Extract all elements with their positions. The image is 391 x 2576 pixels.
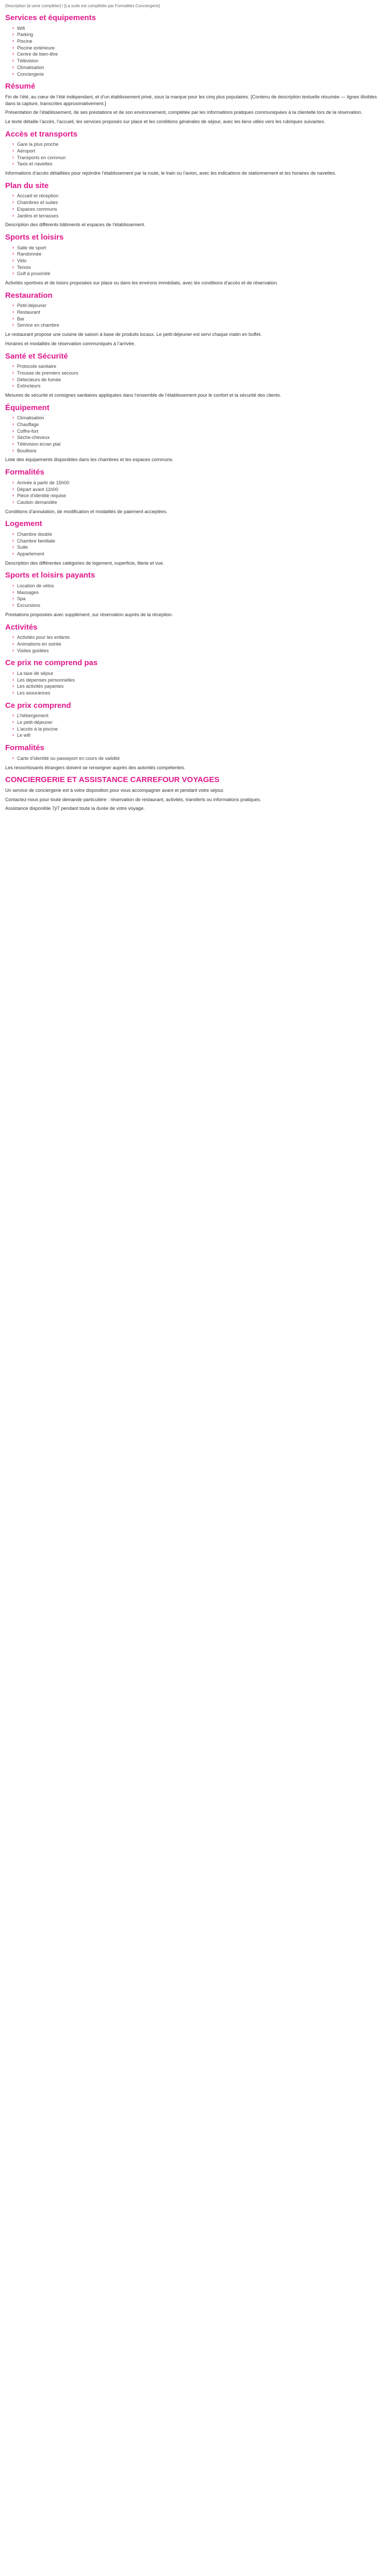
section-title: Plan du site	[5, 181, 49, 190]
list-item: › Animations en soirée	[12, 641, 386, 648]
section-paragraph: Description des différentes catégories de logement, superficie, literie et vue.	[5, 560, 165, 566]
section-list	[5, 755, 386, 762]
list-item: › Massages	[12, 589, 386, 596]
list-item: › Climatisation	[12, 415, 386, 421]
list-item: › Extincteurs	[12, 383, 386, 389]
sections-container	[5, 129, 386, 771]
list-item: › Le wifi	[12, 732, 386, 739]
concierge-paragraph: Assistance disponible 7j/7 pendant toute la durée de votre voyage.	[5, 806, 145, 811]
list-item: › Service en chambre	[12, 322, 386, 329]
list-item: › Taxis et navettes	[12, 161, 386, 167]
section-title: Activités	[5, 622, 38, 632]
section-title: Accès et transports	[5, 129, 78, 139]
list-item: › Golf à proximité	[12, 270, 386, 277]
section-paragraph: Le restaurant propose une cuisine de saison à base de produits locaux. Le petit-déjeuner est servi chaque matin en buffet.	[5, 332, 262, 337]
section-title: Restauration	[5, 291, 53, 300]
intro-title: Résumé	[5, 82, 36, 91]
list-item: › Salle de sport	[12, 245, 386, 251]
section-title: Ce prix comprend	[5, 701, 71, 710]
service-item: › Télévision	[12, 58, 386, 64]
section-title: Santé et Sécurité	[5, 351, 68, 361]
list-item: › Excursions	[12, 602, 386, 609]
section-list	[5, 302, 386, 329]
intro-paragraph: Présentation de l’établissement, de ses prestations et de son environnement, complétée par les informations pratiques communiquées à la clientelle lors de la réservation.	[5, 110, 363, 115]
service-item: › Wifi	[12, 25, 386, 32]
list-item: › Vélo	[12, 258, 386, 264]
list-item: › Pièce d’identité requise	[12, 493, 386, 499]
section-list	[5, 670, 386, 697]
section-list	[5, 193, 386, 219]
list-item: › Coffre-fort	[12, 428, 386, 435]
list-item: › Gare la plus proche	[12, 141, 386, 148]
section-list	[5, 363, 386, 389]
list-item: › Petit-déjeuner	[12, 302, 386, 309]
section-title: Équipement	[5, 403, 50, 412]
list-item: › Suite	[12, 544, 386, 551]
section-paragraph: Activités sportives et de loisirs proposées sur place ou dans les environs immédiats, avec les conditions d’accès et de réservation.	[5, 280, 279, 286]
list-item: › Espaces communs	[12, 206, 386, 213]
intro-paragraph: Fin de l’été, au cœur de l’été indépendant, et d’un établissement privé, sous la marque pour les cinq plus populaires. [Contenu de description textuelle résumée — lignes illisibles dans la capture, transcrites approximativement.]	[5, 94, 377, 106]
service-item: › Conciergerie	[12, 71, 386, 78]
section-list	[5, 245, 386, 277]
concierge-paragraph: Contactez-nous pour toute demande particulière : réservation de restaurant, activités, transferts ou informations pratiques.	[5, 796, 262, 802]
list-item: › Spa	[12, 596, 386, 602]
list-item: › Le petit-déjeuner	[12, 719, 386, 726]
section-paragraph: Conditions d’annulation, de modification et modalités de paiement acceptées.	[5, 509, 168, 514]
list-item: › Chambres et suites	[12, 199, 386, 206]
list-item: › Accueil et réception	[12, 193, 386, 199]
section-list	[5, 634, 386, 654]
section-list	[5, 415, 386, 454]
list-item: › L’accès à la piscine	[12, 726, 386, 733]
list-item: › Les activités payantes	[12, 683, 386, 690]
list-item: › Télévision écran plat	[12, 441, 386, 448]
list-item: › Randonnée	[12, 251, 386, 258]
section-paragraph: Prestations proposées avec supplément, sur réservation auprès de la réception.	[5, 612, 173, 617]
list-item: › Carte d’identité ou passeport en cours de validité	[12, 755, 386, 762]
section-title: Sports et loisirs	[5, 232, 64, 242]
section-title: Ce prix ne comprend pas	[5, 658, 98, 668]
list-item: › Arrivée à partir de 15h00	[12, 480, 386, 486]
service-item: › Parking	[12, 31, 386, 38]
list-item: › Trousse de premiers secours	[12, 370, 386, 377]
list-item: › Activités pour les enfants	[12, 634, 386, 641]
list-item: › Visites guidées	[12, 648, 386, 654]
service-item: › Climatisation	[12, 64, 386, 71]
section-list	[5, 141, 386, 167]
list-item: › Tennis	[12, 264, 386, 271]
list-item: › La taxe de séjour	[12, 670, 386, 677]
list-item: › Restaurant	[12, 309, 386, 316]
services-list	[5, 25, 386, 78]
list-item: › Location de vélos	[12, 583, 386, 589]
list-item: › Aéroport	[12, 148, 386, 155]
section-title: Formalités	[5, 743, 44, 753]
section-paragraph: Les ressortissants étrangers doivent se renseigner auprès des autorités compétentes.	[5, 765, 186, 770]
section-title: Formalités	[5, 468, 44, 477]
list-item: › Les dépenses personnelles	[12, 677, 386, 684]
section-list	[5, 713, 386, 739]
list-item: › Chambre familiale	[12, 538, 386, 545]
list-item: › Bouilloire	[12, 448, 386, 454]
list-item: › Sèche-cheveux	[12, 434, 386, 441]
service-item: › Piscine	[12, 38, 386, 45]
section-list	[5, 531, 386, 557]
list-item: › Protocole sanitaire	[12, 363, 386, 370]
list-item: › Départ avant 11h00	[12, 486, 386, 493]
section-list	[5, 583, 386, 609]
concierge-paragraph: Un service de conciergerie est à votre disposition pour vous accompagner avant et pendant votre séjour.	[5, 787, 224, 793]
list-item: › Bar	[12, 316, 386, 323]
service-item: › Centre de bien-être	[12, 51, 386, 58]
list-item: › Transports en commun	[12, 155, 386, 161]
section-list	[5, 480, 386, 506]
concierge-title: CONCIERGERIE ET ASSISTANCE CARREFOUR VOYAGES	[5, 775, 220, 785]
list-item: › Caution demandée	[12, 499, 386, 506]
section-paragraph: Horaires et modalités de réservation communiqués à l’arrivée.	[5, 341, 136, 346]
section-paragraph: Description des différents bâtiments et espaces de l’établissement.	[5, 222, 145, 228]
page	[0, 0, 391, 812]
list-item: › Jardins et terrasses	[12, 213, 386, 219]
list-item: › Chauffage	[12, 421, 386, 428]
intro-paragraph: Le texte détaille l’accès, l’accueil, les services proposés sur place et les conditions générales de séjour, avec les liens utiles vers les rubriques suivantes.	[5, 118, 325, 124]
section-paragraph: Mesures de sécurité et consignes sanitaires appliquées dans l’ensemble de l’établissement pour le confort et la sécurité des clients.	[5, 392, 282, 398]
service-item: › Piscine extérieure	[12, 45, 386, 52]
section-paragraph: Liste des équipements disponibles dans les chambres et les espaces communs.	[5, 457, 174, 463]
list-item: › Les assurances	[12, 690, 386, 697]
list-item: › Chambre double	[12, 531, 386, 538]
preface: Description [à venir compléter] / [La suite est complétée par Formalités Conciergerie]	[5, 4, 160, 8]
list-item: › Détecteurs de fumée	[12, 377, 386, 383]
list-item: › L’hébergement	[12, 713, 386, 719]
section-paragraph: Informations d’accès détaillées pour rejoindre l’établissement par la route, le train ou l’avion, avec les indications de stationnement et les horaires de navettes.	[5, 171, 336, 176]
services-title: Services et équipements	[5, 13, 96, 23]
section-title: Logement	[5, 519, 42, 529]
list-item: › Appartement	[12, 551, 386, 557]
section-title: Sports et loisirs payants	[5, 571, 95, 580]
